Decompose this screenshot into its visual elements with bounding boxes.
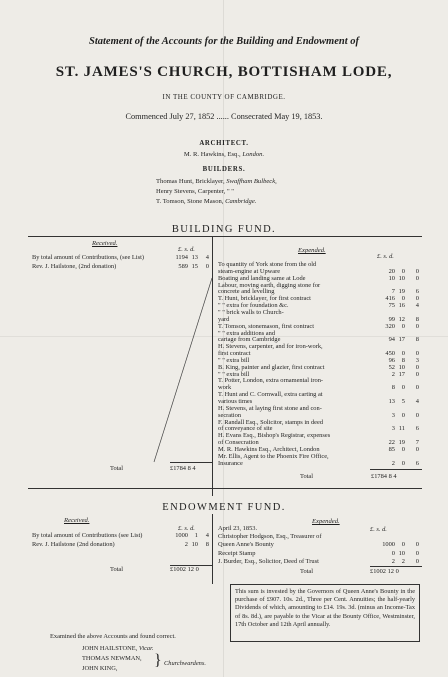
received-heading: Received. [92,240,118,247]
amount-pence: 0 [415,445,419,453]
ledger-entry: Insurance [218,459,243,467]
ledger-entry: April 23, 1853. [218,525,258,532]
ledger-entry: B. King, painter and glazier, first contract [218,363,325,371]
amount-shillings: 0 [401,459,405,467]
amount-pounds: 2 [391,370,395,378]
rule [370,469,422,470]
ledger-entry: various times [218,398,253,405]
amount-pence: 0 [415,274,419,282]
ledger-entry: To quantity of York stone from the old [218,261,317,268]
ledger-entry: F. Randall Esq., Solicitor, stamps in deed [218,418,324,426]
lsd-header: £. s. d. [377,253,394,260]
amount-pounds: 52 [388,363,395,371]
ledger-entry: steam-engine at Upware [218,267,281,275]
amount-shillings: 0 [401,295,405,303]
amount-pounds: 7 [391,288,395,296]
amount-pence: 4 [205,532,209,539]
amount-shillings: 0 [401,267,405,275]
ledger-entry: T. Tomson, stonemason, first contract [218,322,315,330]
amount-pounds: 94 [388,336,395,344]
amount-shillings: 13 [191,254,198,261]
rule [370,566,422,567]
ledger-entry: H. Stevens, carpenter, and for iron-work, [218,343,323,351]
amount-pounds: 8 [391,384,395,392]
amount-shillings: 10 [191,540,198,548]
builder-1: Thomas Hunt, Bricklayer, Swaffham Bulbeck, [156,178,277,185]
amount-pounds: 0 [391,549,395,557]
amount-pence: 4 [205,254,209,261]
amount-pounds: 320 [385,322,395,330]
ledger-entry: Mr. Ellis, Agent to the Phoenix Fire Office, [218,452,329,460]
amount-pence: 8 [415,315,419,323]
ledger-entry: Receipt Stamp [218,549,256,557]
amount-pounds: 96 [388,356,395,364]
amount-shillings: 15 [191,262,198,270]
ledger-entry: Boating and landing same at Lode [218,274,306,282]
amount-pence: 0 [415,370,419,378]
endowment-expended-total: £1002 12 0 [370,568,399,575]
amount-shillings: 19 [398,288,405,296]
ledger-entry: secration [218,411,242,419]
amount-pence: 8 [205,540,209,548]
amount-shillings: 5 [401,398,405,405]
ledger-entry: Queen Anne's Bounty [218,541,274,549]
building-received-total-label: Total [110,465,124,472]
lsd-header: £. s. d. [178,246,195,253]
amount-shillings: 0 [401,350,405,358]
expended-heading: Expended. [298,247,326,254]
ledger-entry: " " extra additions and [218,329,276,337]
ledger-entry: cartage from Cambridge [218,336,281,344]
ledger-entry: By total amount of Contributions (see List) [32,532,143,539]
amount-pounds: 22 [388,439,395,447]
building-expended-total: £1784 8 4 [371,473,397,480]
signatory-1: JOHN HAILSTONE, Vicar. [82,645,154,652]
amount-pounds: 20 [388,267,395,275]
amount-pence: 0 [415,363,419,371]
ledger-entry: first contract [218,350,251,358]
ledger-entry: T. Hunt and C. Cornwall, extra carting at [218,391,323,399]
amount-shillings: 2 [401,557,405,565]
ledger-entry: yard [218,315,230,323]
amount-pounds: 2 [184,540,188,548]
amount-pounds: 450 [385,350,395,358]
amount-pence: 6 [415,288,419,296]
ledger-entry: " " extra bill [218,370,250,378]
endowment-fund-title: ENDOWMENT FUND. [162,502,286,513]
amount-pounds: 1000 [175,532,188,539]
signatory-3: JOHN KING, [82,665,118,672]
amount-pence: 0 [415,295,419,303]
amount-pounds: 416 [385,295,395,303]
amount-pence: 7 [415,439,419,447]
amount-pence: 6 [415,425,419,433]
ledger-entry: " " brick walls to Church- [218,308,284,316]
amount-shillings: 12 [398,315,405,323]
amount-pounds: 2 [391,557,395,565]
churchwardens-label: Churchwardens. [164,660,206,667]
amount-shillings: 8 [401,356,405,364]
amount-pence: 0 [415,384,419,392]
amount-pounds: 10 [388,274,395,282]
amount-shillings: 0 [401,541,405,549]
amount-shillings: 10 [398,549,405,557]
ledger-entry: M. R. Hawkins Esq., Architect, London [218,445,320,453]
amount-pounds: 85 [388,445,395,453]
ledger-entry: work [218,384,232,392]
ledger-entry: T. Potter, London, extra ornamental iron- [218,377,324,385]
architect-name: M. R. Hawkins, Esq., London. [183,151,265,158]
ledger-entry: Labour, moving earth, digging stone for [218,281,321,289]
amount-pounds: 3 [391,411,395,419]
amount-pence: 0 [415,267,419,275]
building-fund-title: BUILDING FUND. [171,224,277,235]
amount-pence: 0 [415,557,419,565]
amount-pence: 0 [415,549,419,557]
amount-pence: 0 [205,262,209,270]
ledger-entry: of Consecration [218,439,259,447]
builder-3: T. Tomson, Stone Mason, Cambridge. [156,198,257,205]
builders-heading: BUILDERS. [202,166,246,173]
statement-title: Statement of the Accounts for the Building and Endowment of [88,36,360,47]
amount-pounds: 1194 [175,254,188,261]
amount-pounds: 75 [388,302,395,310]
ledger-entry: H. Stevens, at laying first stone and con- [218,404,322,412]
amount-pounds: 99 [388,315,395,323]
endowment-expended-total-label: Total [300,568,314,575]
amount-pounds: 2 [391,459,395,467]
churchwardens-brace: } [154,652,162,669]
amount-pounds: 3 [391,425,395,433]
amount-pence: 0 [415,541,419,549]
amount-pence: 0 [415,411,419,419]
church-name: ST. JAMES'S CHURCH, BOTTISHAM LODE, [55,64,393,80]
lsd-header: £. s. d. [370,526,387,533]
amount-shillings: 10 [398,363,405,371]
amount-pence: 0 [415,322,419,330]
amount-shillings: 19 [398,439,405,447]
ledger-entry: of conveyance of site [218,425,273,433]
amount-pence: 4 [415,398,419,405]
rule [170,462,212,463]
amount-shillings: 11 [398,425,405,433]
amount-pounds: 1000 [382,541,395,549]
amount-pence: 4 [415,302,419,310]
ledger-entry: " " extra for foundation &c. [218,302,289,310]
ledger-entry: Rev. J. Hailstone (2nd donation) [32,540,115,548]
endowment-received-total: £1002 12 0 [170,566,199,573]
building-received-total: £1784 8 4 [170,465,196,472]
investment-note: This sum is invested by the Governors of Queen Anne's Bounty in the purchase of £907. 10s. 2d., Three per Cent. Annuities; the half-yearly Dividends of which, amounting to £14. 19s. 3d. (minus an Income-Tax of 8s. 8d.), are payable to the Vicar at the Bounty Office, Westminster, 17th October and 12th April annually. [235,588,415,628]
county: IN THE COUNTY OF CAMBRIDGE. [162,93,286,101]
amount-shillings: 0 [401,411,405,419]
investment-note-box [230,584,420,642]
rule [28,488,422,489]
amount-pence: 8 [415,336,419,344]
ledger-entry: H. Evans Esq., Bishop's Registrar, expenses [218,432,331,440]
amount-shillings: 0 [401,384,405,392]
received-heading: Received. [64,517,90,524]
amount-shillings: 0 [401,445,405,453]
amount-shillings: 17 [398,370,405,378]
builder-2: Henry Stevens, Carpenter, " " [156,188,234,195]
architect-heading: ARCHITECT. [199,140,249,147]
dates-line: Commenced July 27, 1852 ...... Consecrated May 19, 1853. [125,112,323,121]
ledger-entry: Christopher Hodgson, Esq., Treasurer of [218,533,322,541]
ledger-entry: Rev. J. Hailstone, (2nd donation) [32,262,117,270]
amount-pounds: 589 [178,262,188,270]
lsd-header: £. s. d. [178,525,195,532]
amount-pence: 3 [415,356,419,364]
audit-statement: Examined the above Accounts and found correct. [50,633,176,640]
ledger-entry: T. Hunt, bricklayer, for first contract [218,295,311,303]
amount-shillings: 0 [401,322,405,330]
amount-pence: 0 [415,350,419,358]
ledger-entry: J. Burder, Esq., Solicitor, Deed of Trust [218,557,319,565]
amount-pounds: 13 [388,398,395,405]
amount-shillings: 10 [398,274,405,282]
ledger-entry: By total amount of Contributions, (see List) [32,254,145,261]
amount-shillings: 1 [194,532,198,539]
endowment-received-total-label: Total [110,566,124,573]
ledger-entry: " " extra bill [218,356,250,364]
amount-shillings: 17 [398,336,405,344]
building-expended-total-label: Total [300,473,314,480]
ledger-entry: concrete and levelling [218,288,275,296]
amount-pence: 6 [415,459,419,467]
signatory-2: THOMAS NEWMAN, [82,655,142,662]
amount-shillings: 16 [398,302,405,310]
column-divider [212,514,213,584]
expended-heading: Expended. [312,518,340,525]
